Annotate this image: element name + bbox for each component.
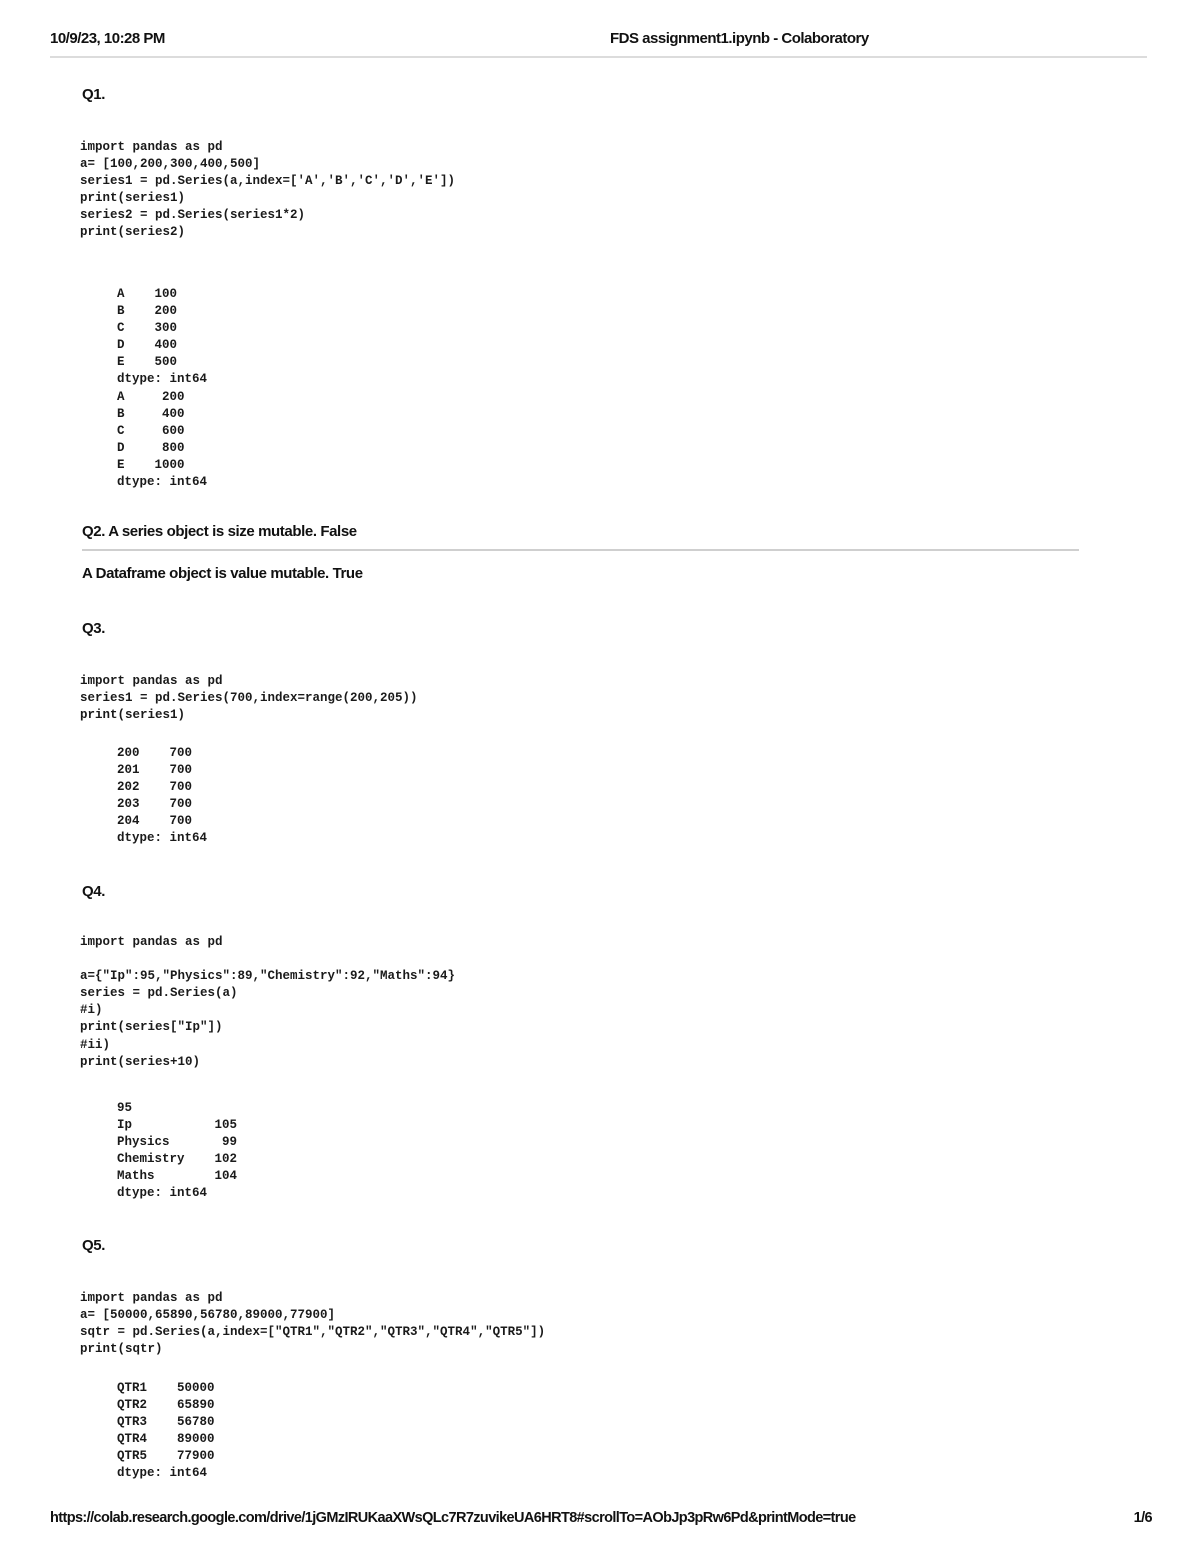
q2-answer-line2: A Dataframe object is value mutable. True bbox=[82, 565, 363, 582]
print-header bbox=[50, 28, 1147, 58]
q2-answer-line1: Q2. A series object is size mutable. False bbox=[82, 523, 357, 540]
q5-output: QTR1 50000 QTR2 65890 QTR3 56780 QTR4 89000 QTR5 77900 dtype: int64 bbox=[117, 1381, 215, 1481]
q5-heading: Q5. bbox=[82, 1237, 105, 1254]
document-title: FDS assignment1.ipynb - Colaboratory bbox=[610, 30, 869, 47]
print-date: 10/9/23, 10:28 PM bbox=[50, 30, 165, 47]
q5-code-cell[interactable]: import pandas as pd a= [50000,65890,56780,89000,77900] sqtr = pd.Series(a,index=["QTR1","QTR2","QTR3","QTR4","QTR5"]) print(sqtr) bbox=[80, 1291, 546, 1357]
q1-code-cell[interactable]: import pandas as pd a= [100,200,300,400,500] series1 = pd.Series(a,index=['A','B','C','D','E']) print(series1) series2 = pd.Series(series1*2) print(series2) bbox=[80, 140, 456, 240]
q3-code-cell[interactable]: import pandas as pd series1 = pd.Series(700,index=range(200,205)) print(series1) bbox=[80, 674, 418, 723]
q4-output: 95 Ip 105 Physics 99 Chemistry 102 Maths 104 dtype: int64 bbox=[117, 1101, 238, 1201]
q4-code-cell[interactable]: import pandas as pd a={"Ip":95,"Physics":89,"Chemistry":92,"Maths":94} series = pd.Series(a) #i) print(series["Ip"]) #ii) print(series+10) bbox=[80, 935, 456, 1069]
divider bbox=[82, 549, 1079, 551]
q1-heading: Q1. bbox=[82, 86, 105, 103]
page-number: 1/6 bbox=[1133, 1510, 1152, 1526]
page-url: https://colab.research.google.com/drive/1jGMzIRUKaaXWsQLc7R7zuvikeUA6HRT8#scrollTo=AObJp3pRw6Pd&printMode=true bbox=[50, 1510, 856, 1526]
q4-heading: Q4. bbox=[82, 883, 105, 900]
q1-output: A 100 B 200 C 300 D 400 E 500 dtype: int64 A 200 B 400 C 600 D 800 E 1000 dtype: int64 bbox=[117, 287, 208, 490]
q3-output: 200 700 201 700 202 700 203 700 204 700 dtype: int64 bbox=[117, 746, 208, 846]
q3-heading: Q3. bbox=[82, 620, 105, 637]
